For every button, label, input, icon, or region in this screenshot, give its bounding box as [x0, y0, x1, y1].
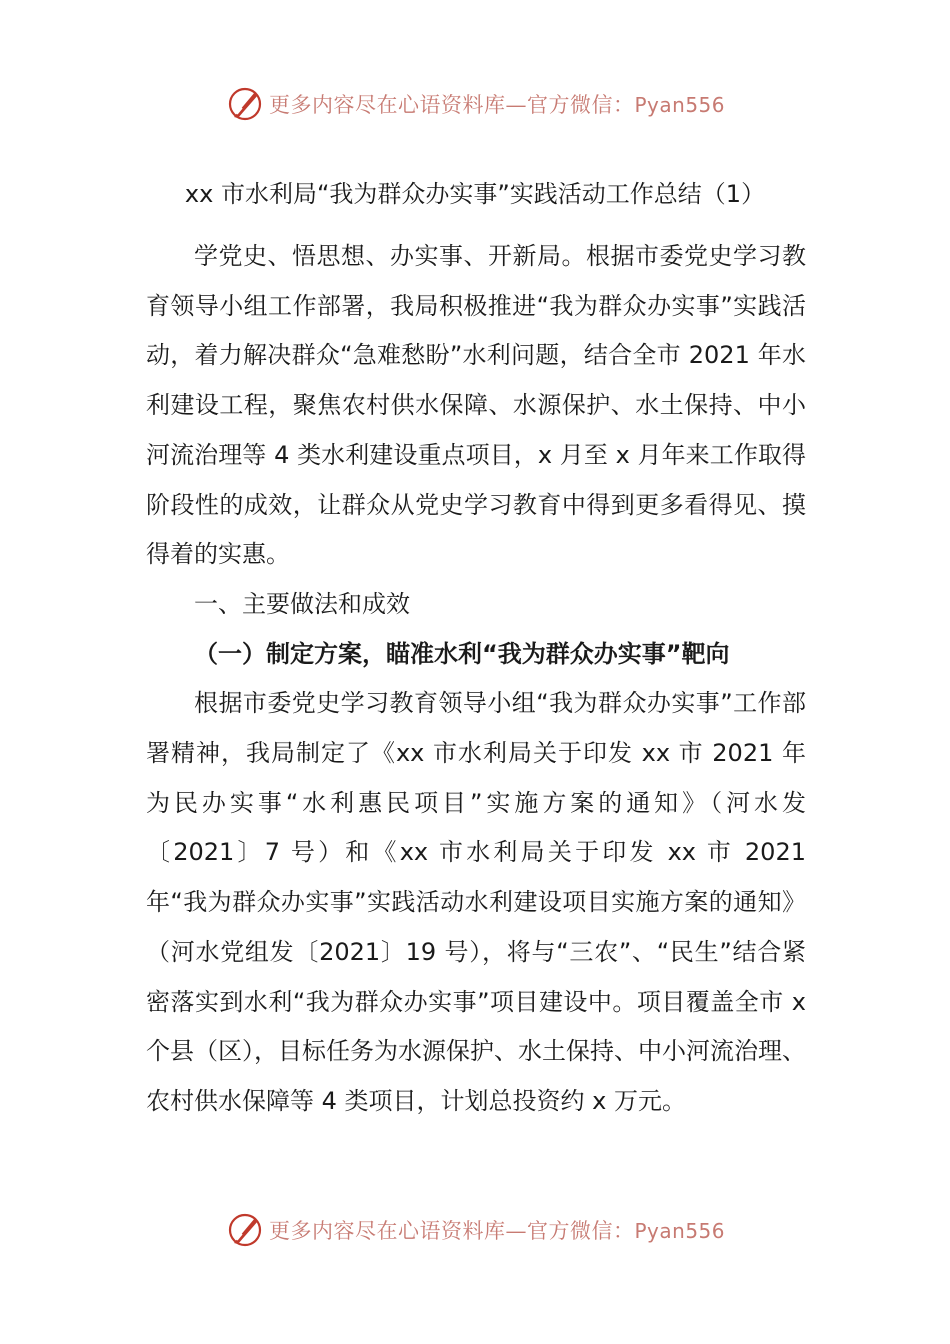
document-body: [146, 232, 806, 1127]
wechat-id: Pyan556: [634, 1219, 725, 1243]
quill-logo-icon: [225, 84, 265, 124]
body-paragraph: 根据市委党史学习教育领导小组“我为群众办实事”工作部署精神，我局制定了《xx 市水利局关于印发 xx 市 2021 年为民办实事“水利惠民项目”实施方案的通知》（河水发〔2021〕7 号）和《xx 市水利局关于印发 xx 市 2021 年“我为群众办实事”实践活动水利建设项目实施方案的通知》（河水党组发〔2021〕19 号），将与“三农”、“民生”结合紧密落实到水利“我为群众办实事”项目建设中。项目覆盖全市 x 个县（区），目标任务为水源保护、水土保持、中小河流治理、农村供水保障等 4 类项目，计划总投资约 x 万元。: [146, 689, 806, 1115]
subsection-heading: （一）制定方案，瞄准水利“我为群众办实事”靶向: [194, 639, 730, 668]
quill-logo-icon: [225, 1210, 265, 1250]
banner-text: 更多内容尽在心语资料库—官方微信：Pyan556: [268, 93, 725, 117]
footer-banner: [0, 1208, 950, 1252]
wechat-id: Pyan556: [634, 93, 725, 117]
section-heading: 一、主要做法和成效: [194, 589, 410, 618]
header-banner: [0, 82, 950, 126]
intro-paragraph: 学党史、悟思想、办实事、开新局。根据市委党史学习教育领导小组工作部署，我局积极推进“我为群众办实事”实践活动，着力解决群众“急难愁盼”水利问题，结合全市 2021 年水利建设工程，聚焦农村供水保障、水源保护、水土保持、中小河流治理等 4 类水利建设重点项目，x 月至 x 月年来工作取得阶段性的成效，让群众从党史学习教育中得到更多看得见、摸得着的实惠。: [146, 242, 806, 569]
banner-text: 更多内容尽在心语资料库—官方微信：Pyan556: [268, 1219, 725, 1243]
document-title: xx 市水利局“我为群众办实事”实践活动工作总结（1）: [184, 180, 766, 208]
